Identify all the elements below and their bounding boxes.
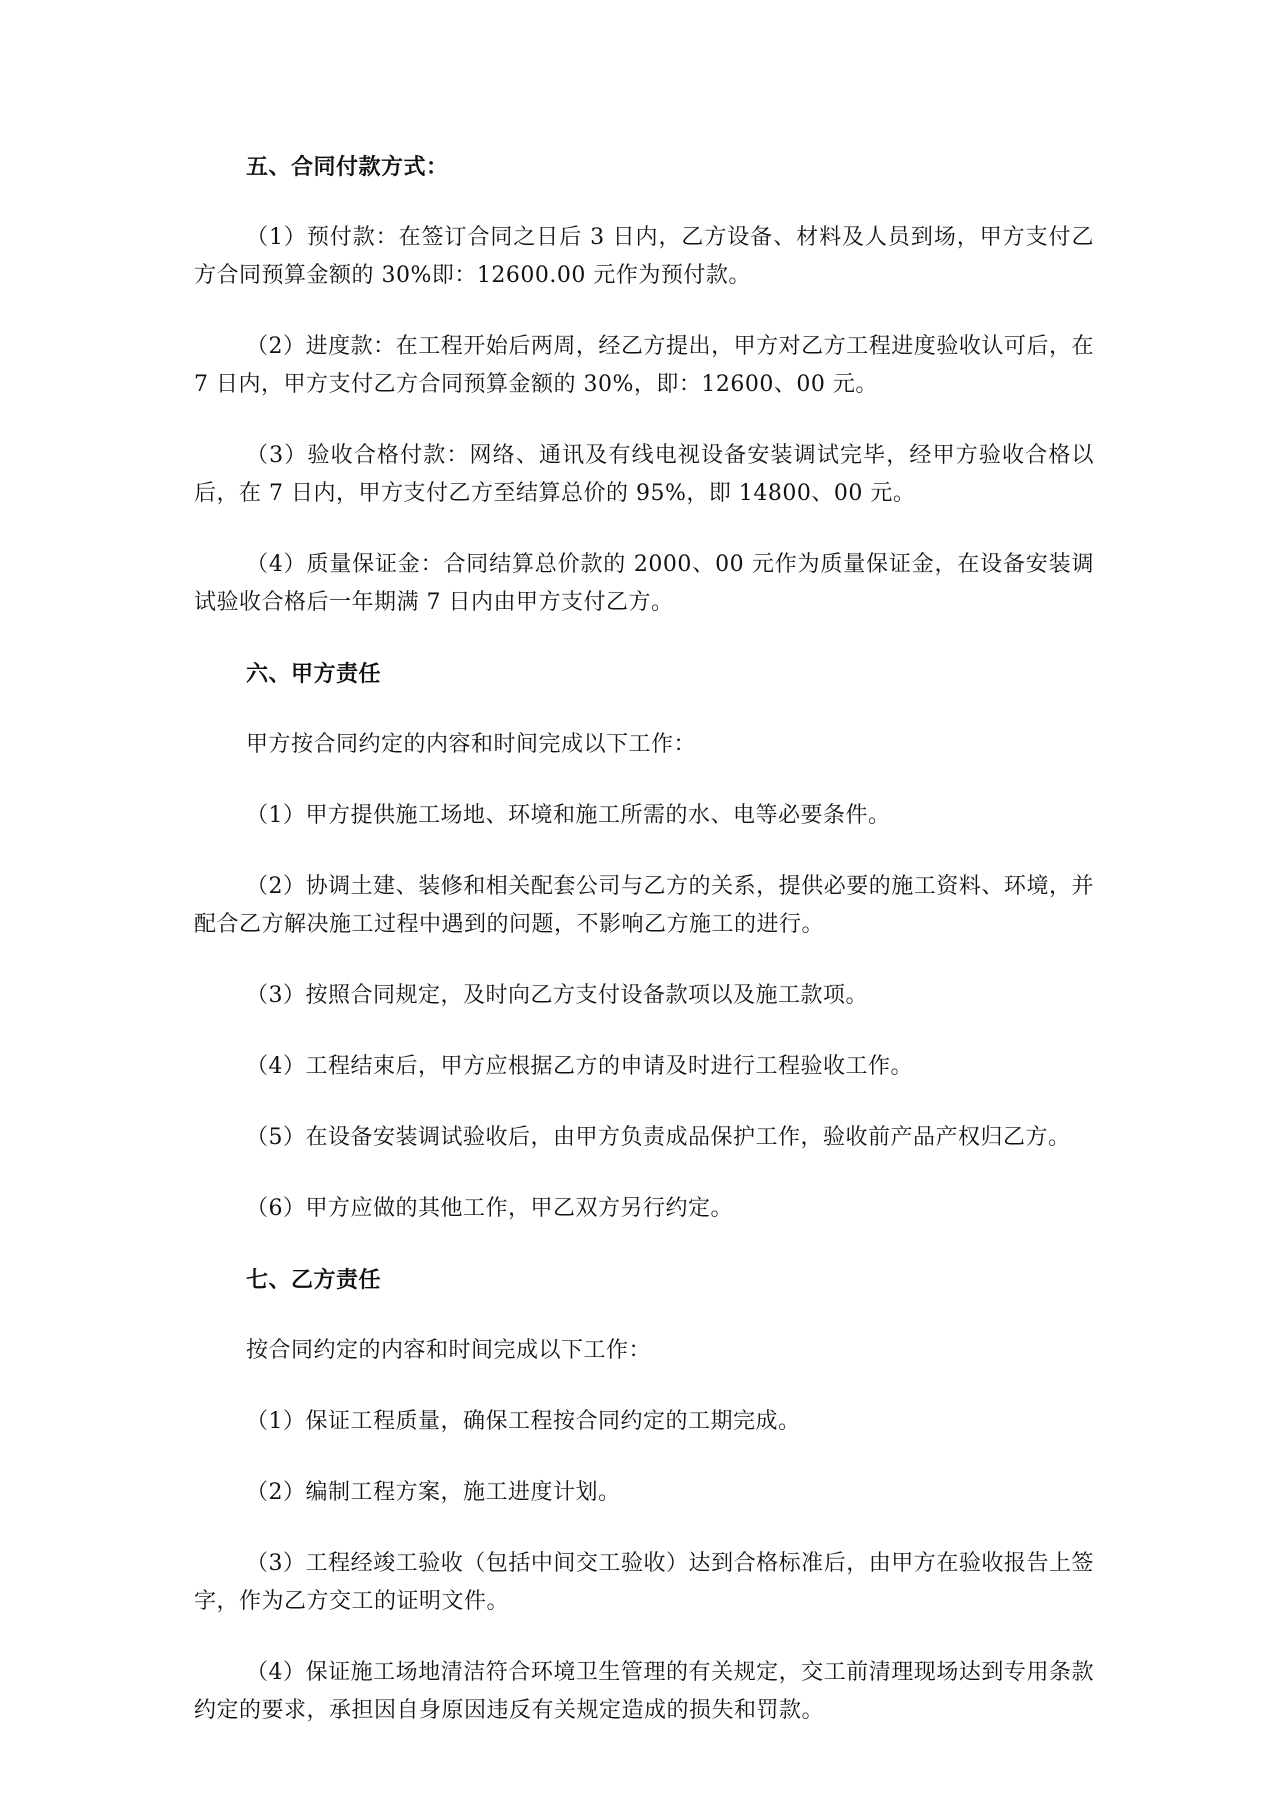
- payment-item-1: （1）预付款：在签订合同之日后 3 日内，乙方设备、材料及人员到场，甲方支付乙方合同预算金额的 30%即：12600.00 元作为预付款。: [194, 225, 1094, 288]
- party-a-item-1: （1）甲方提供施工场地、环境和施工所需的水、电等必要条件。: [246, 803, 891, 828]
- payment-item-3: （3）验收合格付款：网络、通讯及有线电视设备安装调试完毕，经甲方验收合格以后，在 7 日内，甲方支付乙方至结算总价的 95%，即 14800、00 元。: [194, 443, 1094, 506]
- party-b-item-3: （3）工程经竣工验收（包括中间交工验收）达到合格标准后，由甲方在验收报告上签字，作为乙方交工的证明文件。: [194, 1551, 1094, 1614]
- document-page: [194, 148, 1094, 1730]
- party-a-item-5: （5）在设备安装调试验收后，由甲方负责成品保护工作，验收前产品产权归乙方。: [246, 1125, 1071, 1150]
- section-heading-payment: 五、合同付款方式：: [246, 154, 449, 180]
- party-a-intro: 甲方按合同约定的内容和时间完成以下工作：: [246, 732, 697, 757]
- section-heading-party-a: 六、甲方责任: [246, 661, 382, 687]
- payment-item-4: （4）质量保证金：合同结算总价款的 2000、00 元作为质量保证金，在设备安装调试验收合格后一年期满 7 日内由甲方支付乙方。: [194, 552, 1094, 615]
- party-b-item-1: （1）保证工程质量，确保工程按合同约定的工期完成。: [246, 1409, 801, 1434]
- party-a-item-3: （3）按照合同规定，及时向乙方支付设备款项以及施工款项。: [246, 983, 868, 1008]
- party-a-item-4: （4）工程结束后，甲方应根据乙方的申请及时进行工程验收工作。: [246, 1054, 913, 1079]
- payment-item-2: （2）进度款：在工程开始后两周，经乙方提出，甲方对乙方工程进度验收认可后，在 7 日内，甲方支付乙方合同预算金额的 30%，即：12600、00 元。: [194, 334, 1094, 397]
- party-b-intro: 按合同约定的内容和时间完成以下工作：: [246, 1338, 652, 1363]
- party-a-item-2: （2）协调土建、装修和相关配套公司与乙方的关系，提供必要的施工资料、环境，并配合乙方解决施工过程中遇到的问题，不影响乙方施工的进行。: [194, 874, 1094, 937]
- section-heading-party-b: 七、乙方责任: [246, 1267, 382, 1293]
- party-a-item-6: （6）甲方应做的其他工作，甲乙双方另行约定。: [246, 1196, 733, 1221]
- party-b-item-2: （2）编制工程方案，施工进度计划。: [246, 1480, 621, 1505]
- party-b-item-4: （4）保证施工场地清洁符合环境卫生管理的有关规定，交工前清理现场达到专用条款约定的要求，承担因自身原因违反有关规定造成的损失和罚款。: [194, 1660, 1094, 1723]
